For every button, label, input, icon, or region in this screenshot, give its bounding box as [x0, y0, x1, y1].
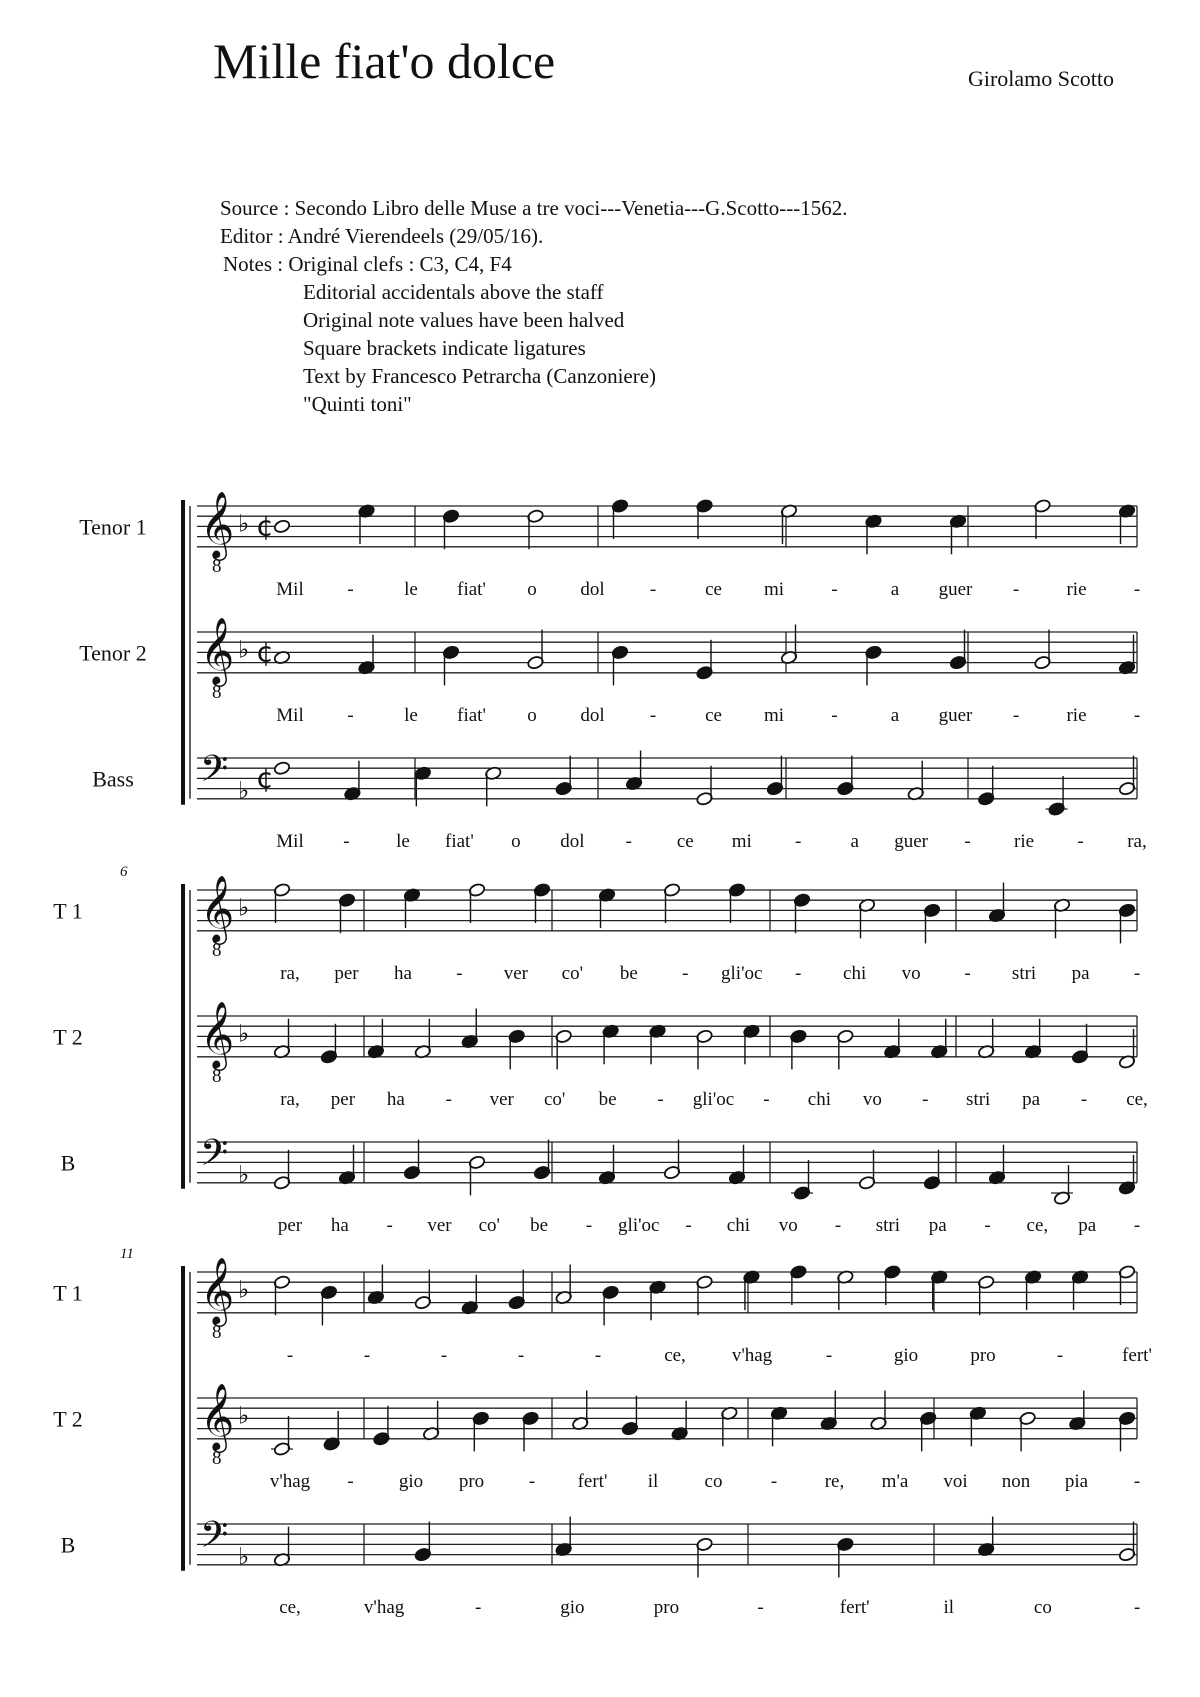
measure-number: 6: [120, 864, 128, 880]
part-label: T 2: [53, 1406, 83, 1432]
notes-line-2: Editorial accidentals above the staff: [303, 280, 604, 304]
octave-mark: 8: [212, 940, 222, 961]
lyric-syllable: -: [1012, 704, 1020, 726]
cut-time-icon: ¢: [256, 761, 274, 795]
lyric-syllable: gio: [560, 1596, 585, 1618]
lyric-syllable: -: [795, 962, 802, 984]
lyric-syllable: co': [561, 962, 584, 984]
bass-clef-icon: 𝄢: [200, 748, 229, 799]
lyric-syllable: ra,: [1127, 830, 1147, 852]
octave-mark: 8: [212, 556, 222, 577]
lyric-syllable: be: [530, 1214, 549, 1236]
lyric-syllable: pa: [1071, 962, 1090, 984]
lyric-syllable: -: [386, 1214, 393, 1236]
lyric-syllable: gli'oc: [618, 1214, 660, 1236]
lyric-syllable: ha: [386, 1088, 405, 1110]
notes-line-1: Notes : Original clefs : C3, C4, F4: [223, 252, 512, 276]
key-flat-icon: ♭: [238, 776, 250, 805]
lyric-syllable: -: [763, 1088, 770, 1110]
lyric-syllable: -: [625, 830, 632, 852]
lyric-syllable: be: [598, 1088, 617, 1110]
lyric-syllable: stri: [1011, 962, 1037, 984]
lyric-syllable: le: [396, 830, 410, 852]
lyric-syllable: ra,: [280, 962, 300, 984]
lyric-syllable: -: [1133, 1470, 1141, 1492]
lyric-syllable: co: [704, 1470, 723, 1492]
lyric-syllable: co': [544, 1088, 566, 1110]
half-note: [273, 761, 290, 776]
lyric-syllable: ce,: [664, 1344, 686, 1366]
lyric-syllable: ha: [393, 962, 412, 984]
lyric-syllable: gio: [398, 1470, 424, 1492]
part-label: T 2: [53, 1024, 83, 1050]
composer-name: Girolamo Scotto: [967, 66, 1114, 91]
lyric-syllable: -: [456, 962, 463, 984]
lyric-syllable: mi: [763, 704, 785, 726]
lyric-syllable: -: [1077, 830, 1084, 852]
lyric-syllable: ce: [705, 578, 722, 600]
lyric-syllable: -: [770, 1470, 778, 1492]
lyric-syllable: il: [647, 1470, 659, 1492]
lyric-syllable: ha: [330, 1214, 349, 1236]
octave-mark: 8: [212, 682, 222, 703]
lyric-syllable: pro: [653, 1596, 680, 1618]
lyric-syllable: -: [528, 1470, 536, 1492]
lyric-syllable: chi: [726, 1214, 751, 1236]
lyric-syllable: vo: [862, 1088, 882, 1110]
lyric-syllable: Mil: [276, 578, 304, 600]
lyric-syllable: stri: [875, 1214, 901, 1236]
lyric-syllable: -: [831, 704, 838, 726]
lyric-syllable: fert': [577, 1470, 608, 1492]
lyric-syllable: mi: [763, 578, 785, 600]
lyric-syllable: -: [475, 1596, 482, 1618]
half-note: [273, 519, 290, 534]
lyric-syllable: -: [585, 1214, 593, 1236]
lyric-syllable: -: [657, 1088, 664, 1110]
lyric-syllable: guer: [938, 578, 973, 600]
lyric-syllable: mi: [731, 830, 752, 852]
lyric-syllable: pro: [970, 1344, 996, 1366]
lyric-syllable: pro: [458, 1470, 485, 1492]
bass-clef-icon: 𝄢: [200, 1132, 229, 1183]
lyric-syllable: fiat': [445, 830, 474, 852]
lyric-syllable: le: [404, 704, 418, 726]
part-label: Tenor 2: [79, 640, 147, 666]
lyric-syllable: non: [1001, 1470, 1031, 1492]
lyric-syllable: m'a: [881, 1470, 909, 1492]
lyric-syllable: dol: [580, 578, 605, 600]
notes-line-4: Square brackets indicate ligatures: [303, 336, 586, 360]
lyric-syllable: pa: [1022, 1088, 1041, 1110]
source-line: Source : Secondo Libro delle Muse a tre voci---Venetia---G.Scotto---1562.: [220, 196, 848, 220]
lyric-syllable: -: [964, 830, 971, 852]
lyric-syllable: co': [478, 1214, 500, 1236]
lyric-syllable: per: [277, 1214, 303, 1236]
lyric-syllable: be: [619, 962, 638, 984]
lyric-syllable: ver: [427, 1214, 452, 1236]
lyric-syllable: Mil: [276, 704, 304, 726]
lyric-syllable: fert': [839, 1596, 870, 1618]
notes-line-5: Text by Francesco Petrarcha (Canzoniere): [303, 364, 657, 388]
lyric-syllable: -: [440, 1344, 448, 1366]
treble-clef-icon: 𝄞: [200, 1382, 235, 1450]
lyric-syllable: il: [943, 1596, 955, 1618]
lyric-syllable: gli'oc: [721, 962, 763, 984]
lyric-syllable: -: [517, 1344, 525, 1366]
octave-mark: 8: [212, 1066, 222, 1087]
lyric-syllable: ce,: [1126, 1088, 1148, 1110]
lyric-syllable: -: [343, 830, 350, 852]
lyric-syllable: vo: [901, 962, 921, 984]
lyric-syllable: pa: [928, 1214, 947, 1236]
editor-line: Editor : André Vierendeels (29/05/16).: [220, 224, 544, 248]
lyric-syllable: -: [757, 1596, 764, 1618]
lyric-syllable: -: [831, 578, 838, 600]
treble-clef-icon: 𝄞: [200, 1256, 235, 1324]
lyric-syllable: o: [511, 830, 521, 852]
lyric-syllable: per: [330, 1088, 356, 1110]
lyric-syllable: rie: [1014, 830, 1035, 852]
lyric-syllable: -: [922, 1088, 929, 1110]
lyric-syllable: a: [890, 578, 900, 600]
key-flat-icon: ♭: [238, 1542, 250, 1571]
lyric-syllable: fert': [1122, 1344, 1152, 1366]
lyric-syllable: ra,: [280, 1088, 300, 1110]
lyric-syllable: -: [445, 1088, 452, 1110]
lyric-syllable: -: [1080, 1088, 1088, 1110]
lyric-syllable: ver: [489, 1088, 514, 1110]
lyric-syllable: le: [404, 578, 418, 600]
lyric-syllable: ce: [676, 830, 694, 852]
lyric-syllable: o: [527, 704, 537, 726]
lyric-syllable: a: [890, 704, 900, 726]
treble-clef-icon: 𝄞: [200, 616, 235, 684]
treble-clef-icon: 𝄞: [200, 1000, 235, 1068]
lyric-syllable: v'hag: [269, 1470, 311, 1492]
lyric-syllable: -: [347, 578, 354, 600]
lyric-syllable: -: [825, 1344, 833, 1366]
lyric-syllable: -: [1056, 1344, 1064, 1366]
octave-mark: 8: [212, 1322, 222, 1343]
lyric-syllable: -: [1133, 962, 1141, 984]
lyric-syllable: chi: [843, 962, 867, 984]
lyric-syllable: -: [347, 704, 354, 726]
lyric-syllable: rie: [1066, 578, 1087, 600]
cut-time-icon: ¢: [256, 635, 274, 669]
lyric-syllable: vo: [778, 1214, 798, 1236]
lyric-syllable: pia: [1064, 1470, 1089, 1492]
lyric-syllable: -: [984, 1214, 991, 1236]
key-flat-icon: ♭: [238, 893, 250, 922]
lyric-syllable: Mil: [276, 830, 304, 852]
lyric-syllable: rie: [1066, 704, 1087, 726]
lyric-syllable: -: [795, 830, 802, 852]
lyric-syllable: ce,: [1026, 1214, 1049, 1236]
lyric-syllable: -: [347, 1470, 354, 1492]
key-flat-icon: ♭: [238, 635, 250, 664]
lyric-syllable: chi: [807, 1088, 831, 1110]
lyric-syllable: guer: [938, 704, 973, 726]
octave-mark: 8: [212, 1448, 222, 1469]
part-label: T 1: [53, 898, 83, 924]
lyric-syllable: ce,: [279, 1596, 301, 1618]
lyric-syllable: pa: [1078, 1214, 1097, 1236]
cut-time-icon: ¢: [256, 509, 274, 543]
lyric-syllable: o: [527, 578, 537, 600]
lyric-syllable: -: [1133, 1214, 1141, 1236]
lyric-syllable: dol: [580, 704, 605, 726]
treble-clef-icon: 𝄞: [200, 490, 235, 558]
bass-clef-icon: 𝄢: [200, 1514, 229, 1565]
part-label: T 1: [53, 1280, 83, 1306]
lyric-syllable: v'hag: [363, 1596, 405, 1618]
part-label: Bass: [92, 766, 134, 792]
lyric-syllable: -: [964, 962, 971, 984]
key-flat-icon: ♭: [238, 1160, 250, 1189]
lyric-syllable: fiat': [457, 704, 486, 726]
part-label: Tenor 1: [79, 514, 147, 540]
measure-number: 11: [120, 1246, 134, 1262]
treble-clef-icon: 𝄞: [200, 874, 235, 942]
key-flat-icon: ♭: [238, 1019, 250, 1048]
lyric-syllable: -: [649, 704, 657, 726]
lyric-syllable: ce: [705, 704, 722, 726]
lyric-syllable: -: [1133, 704, 1141, 726]
lyric-syllable: -: [1133, 578, 1141, 600]
lyric-syllable: -: [363, 1344, 371, 1366]
piece-title: Mille fiat'o dolce: [213, 33, 556, 89]
lyric-syllable: -: [649, 578, 657, 600]
lyric-syllable: a: [850, 830, 859, 852]
lyric-syllable: -: [1012, 578, 1020, 600]
lyric-syllable: -: [685, 1214, 692, 1236]
lyric-syllable: gio: [893, 1344, 919, 1366]
lyric-syllable: fiat': [457, 578, 486, 600]
key-flat-icon: ♭: [238, 509, 250, 538]
lyric-syllable: -: [1133, 1596, 1141, 1618]
lyric-syllable: stri: [966, 1088, 991, 1110]
lyric-syllable: guer: [894, 830, 929, 852]
lyric-syllable: v'hag: [731, 1344, 773, 1366]
lyric-syllable: ver: [503, 962, 528, 984]
part-label: B: [60, 1150, 76, 1176]
key-flat-icon: ♭: [238, 1275, 250, 1304]
lyric-syllable: voi: [943, 1470, 968, 1492]
lyric-syllable: re,: [824, 1470, 845, 1492]
key-flat-icon: ♭: [238, 1401, 250, 1430]
lyric-syllable: co: [1033, 1596, 1052, 1618]
lyric-syllable: gli'oc: [692, 1088, 735, 1110]
lyric-syllable: -: [834, 1214, 842, 1236]
lyric-syllable: dol: [560, 830, 585, 852]
notes-line-3: Original note values have been halved: [303, 308, 625, 332]
lyric-syllable: per: [334, 962, 359, 984]
lyric-syllable: -: [594, 1344, 602, 1366]
lyric-syllable: -: [286, 1344, 294, 1366]
lyric-syllable: -: [682, 962, 689, 984]
notes-line-6: "Quinti toni": [303, 392, 412, 416]
part-label: B: [60, 1532, 76, 1558]
